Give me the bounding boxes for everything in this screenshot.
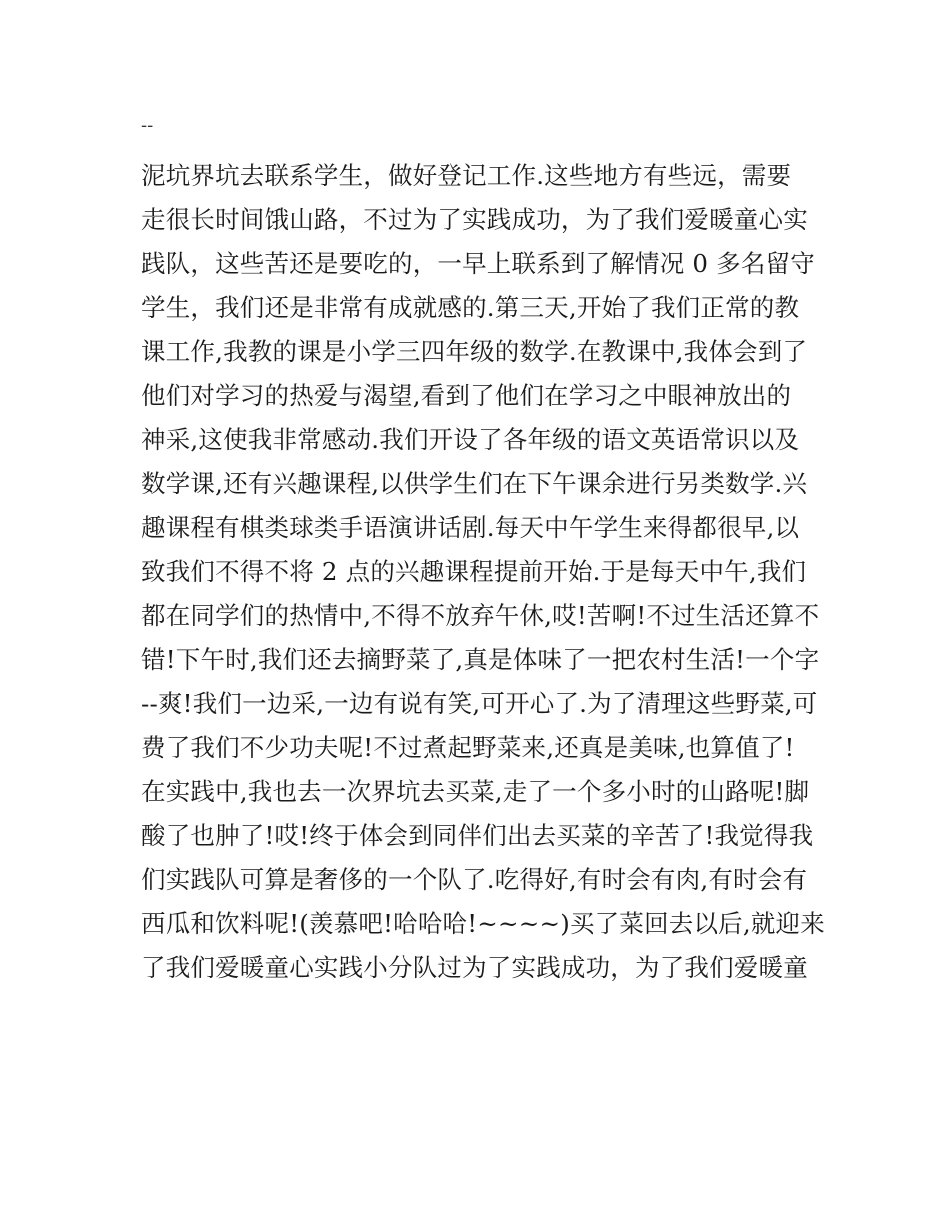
text-line: 在实践中,我也去一次界坑去买菜,走了一个多小时的山路呢!脚 (141, 777, 810, 806)
body-text (141, 154, 825, 990)
page-header-mark: -- (141, 115, 154, 136)
text-line: 趣课程有棋类球类手语演讲话剧.每天中午学生来得都很早,以 (141, 513, 800, 542)
text-line: 致我们不得不将 2 点的兴趣课程提前开始.于是每天中午,我们 (141, 557, 807, 586)
text-line: 学生，我们还是非常有成就感的.第三天,开始了我们正常的教 (141, 293, 800, 322)
text-line: 错!下午时,我们还去摘野菜了,真是体味了一把农村生活!一个字 (141, 645, 820, 674)
text-line: --爽!我们一边采,一边有说有笑,可开心了.为了清理这些野菜,可 (141, 689, 818, 718)
text-line: 们实践队可算是奢侈的一个队了.吃得好,有时会有肉,有时会有 (141, 865, 808, 894)
text-line: 课工作,我教的课是小学三四年级的数学.在教课中,我体会到了 (141, 337, 808, 366)
text-line: 费了我们不少功夫呢!不过煮起野菜来,还真是美味,也算值了! (141, 733, 795, 762)
text-line: 践队，这些苦还是要吃的，一早上联系到了解情况 0 多名留守 (141, 249, 815, 278)
text-line: 他们对学习的热爱与渴望,看到了他们在学习之中眼神放出的 (141, 381, 792, 410)
text-line: 神采,这使我非常感动.我们开设了各年级的语文英语常识以及 (141, 425, 800, 454)
text-line: 泥坑界坑去联系学生，做好登记工作.这些地方有些远，需要 (141, 161, 792, 190)
text-line: 都在同学们的热情中,不得不放弃午休,哎!苦啊!不过生活还算不 (141, 601, 820, 630)
text-line: 酸了也肿了!哎!终于体会到同伴们出去买菜的辛苦了!我觉得我 (141, 821, 814, 850)
text-line: 走很长时间饿山路，不过为了实践成功，为了我们爱暖童心实 (141, 205, 808, 234)
text-line: 数学课,还有兴趣课程,以供学生们在下午课余进行另类数学.兴 (141, 469, 808, 498)
text-line: 了我们爱暖童心实践小分队过为了实践成功，为了我们爱暖童 (141, 953, 808, 982)
text-line: 西瓜和饮料呢!(羡慕吧!哈哈哈!~~~~)买了菜回去以后,就迎来 (141, 909, 825, 938)
